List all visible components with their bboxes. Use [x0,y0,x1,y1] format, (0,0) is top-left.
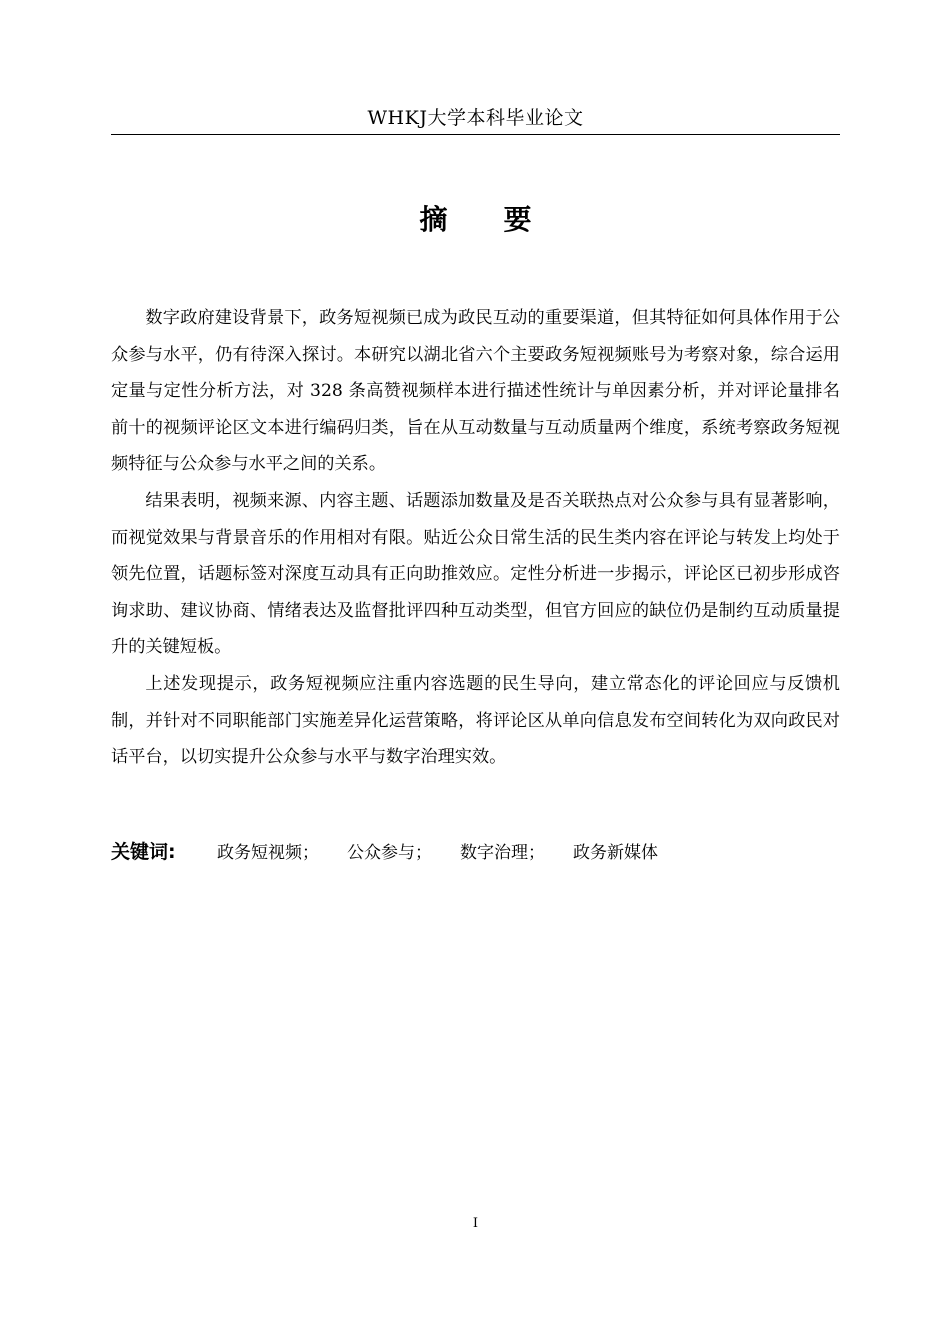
page-number: I [472,1216,479,1231]
abstract-title [111,200,840,240]
keyword-item: 数字治理； [460,843,545,863]
keywords-line [111,836,840,868]
keyword-item: 政务短视频； [217,843,319,863]
keyword-item: 政务新媒体 [573,843,658,863]
abstract-title-char-2: 要 [503,203,532,236]
abstract-paragraph-1: 数字政府建设背景下，政务短视频已成为政民互动的重要渠道，但其特征如何具体作用于公众参与水平，仍有待深入探讨。本研究以湖北省六个主要政务短视频账号为考察对象，综合运用定量与定性分析方法，对 328 条高赞视频样本进行描述性统计与单因素分析，并对评论量排名前十的视频评论区文本进行编码归类，旨在从互动数量与互动质量两个维度，系统考察政务短视频特征与公众参与水平之间的关系。 [111,308,840,475]
keywords-label: 关键词: [111,841,176,863]
header-rule [111,134,840,135]
keyword-item: 公众参与； [347,843,432,863]
abstract-title-char-1: 摘 [419,203,448,236]
abstract-body [111,300,840,776]
running-header: WHKJ大学本科毕业论文 [367,107,584,129]
abstract-paragraph-2: 结果表明，视频来源、内容主题、话题添加数量及是否关联热点对公众参与具有显著影响，而视觉效果与背景音乐的作用相对有限。贴近公众日常生活的民生类内容在评论与转发上均处于领先位置，话题标签对深度互动具有正向助推效应。定性分析进一步揭示，评论区已初步形成咨询求助、建议协商、情绪表达及监督批评四种互动类型，但官方回应的缺位仍是制约互动质量提升的关键短板。 [111,490,840,658]
abstract-paragraph-3: 上述发现提示，政务短视频应注重内容选题的民生导向，建立常态化的评论回应与反馈机制，并针对不同职能部门实施差异化运营策略，将评论区从单向信息发布空间转化为双向政民对话平台，以切实提升公众参与水平与数字治理实效。 [111,673,840,768]
